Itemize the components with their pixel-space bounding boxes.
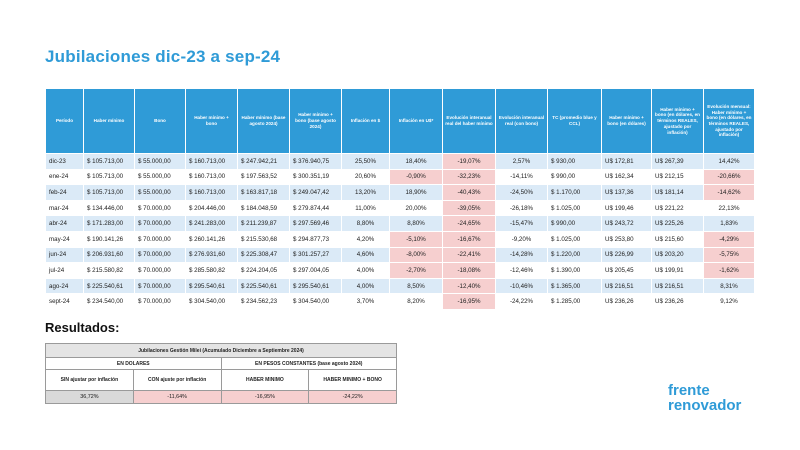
results-value-haber-minimo: -16,95% xyxy=(221,391,309,404)
table-cell: -10,46% xyxy=(496,278,548,294)
table-cell: $ 241.283,00 xyxy=(186,216,238,232)
table-cell: -26,18% xyxy=(496,200,548,216)
table-cell: $ 300.351,19 xyxy=(290,169,342,185)
table-row xyxy=(46,247,755,263)
table-cell: U$ 199,91 xyxy=(652,263,704,279)
table-row xyxy=(46,231,755,247)
table-cell: U$ 216,51 xyxy=(602,278,652,294)
table-cell: 20,00% xyxy=(390,200,443,216)
table-cell: $ 70.000,00 xyxy=(135,231,186,247)
table-cell: -40,43% xyxy=(443,185,496,201)
table-cell: U$ 221,22 xyxy=(652,200,704,216)
table-cell: jul-24 xyxy=(46,263,84,279)
table-cell: $ 163.817,18 xyxy=(238,185,290,201)
results-value-sin-ajuste: 36,72% xyxy=(46,391,134,404)
table-cell: U$ 137,36 xyxy=(602,185,652,201)
table-header-row xyxy=(46,89,755,154)
table-cell: 4,00% xyxy=(342,263,390,279)
column-header: Evolución mensual: Haber mínimo + bono (en dólares, en términos REALES, ajustado por inflación) xyxy=(704,89,755,154)
table-row xyxy=(46,216,755,232)
table-cell: $ 197.563,52 xyxy=(238,169,290,185)
results-group-pesos: EN PESOS CONSTANTES (base agosto 2024) xyxy=(221,358,397,370)
table-cell: $ 295.540,61 xyxy=(290,278,342,294)
table-cell: dic-23 xyxy=(46,154,84,170)
table-cell: $ 215.580,82 xyxy=(84,263,135,279)
table-cell: jun-24 xyxy=(46,247,84,263)
table-cell: $ 376.940,75 xyxy=(290,154,342,170)
table-cell: $ 930,00 xyxy=(548,154,602,170)
table-cell: $ 1.285,00 xyxy=(548,294,602,310)
table-cell: U$ 212,15 xyxy=(652,169,704,185)
table-cell: $ 225.308,47 xyxy=(238,247,290,263)
table-cell: $ 294.877,73 xyxy=(290,231,342,247)
jubilaciones-table xyxy=(45,88,755,310)
table-cell: $ 105.713,00 xyxy=(84,185,135,201)
table-cell: $ 211.239,87 xyxy=(238,216,290,232)
table-cell: 4,20% xyxy=(342,231,390,247)
table-cell: U$ 253,80 xyxy=(602,231,652,247)
table-body xyxy=(46,154,755,310)
table-cell: $ 55.000,00 xyxy=(135,169,186,185)
column-header: Haber mínimo (base agosto 2024) xyxy=(238,89,290,154)
frente-renovador-logo xyxy=(668,383,741,413)
table-cell: $ 301.257,27 xyxy=(290,247,342,263)
column-header: Haber mínimo + bono (en dólares, en términos REALES, ajustado por inflación) xyxy=(652,89,704,154)
table-cell: 11,00% xyxy=(342,200,390,216)
table-cell: $ 70.000,00 xyxy=(135,278,186,294)
table-row xyxy=(46,169,755,185)
table-cell: U$ 225,26 xyxy=(652,216,704,232)
table-cell: 8,80% xyxy=(342,216,390,232)
table-cell: 2,57% xyxy=(496,154,548,170)
table-cell: $ 105.713,00 xyxy=(84,169,135,185)
table-cell: 8,31% xyxy=(704,278,755,294)
table-cell: $ 276.931,60 xyxy=(186,247,238,263)
table-cell: -12,40% xyxy=(443,278,496,294)
table-cell: $ 70.000,00 xyxy=(135,247,186,263)
table-cell: $ 295.540,61 xyxy=(186,278,238,294)
table-cell: $ 70.000,00 xyxy=(135,200,186,216)
table-cell: $ 304.540,00 xyxy=(290,294,342,310)
table-cell: may-24 xyxy=(46,231,84,247)
table-cell: -16,67% xyxy=(443,231,496,247)
table-cell: U$ 267,39 xyxy=(652,154,704,170)
table-cell: -18,08% xyxy=(443,263,496,279)
table-cell: $ 171.283,00 xyxy=(84,216,135,232)
table-cell: $ 190.141,26 xyxy=(84,231,135,247)
table-cell: U$ 216,51 xyxy=(652,278,704,294)
table-cell: feb-24 xyxy=(46,185,84,201)
table-cell: -24,22% xyxy=(496,294,548,310)
table-cell: -22,41% xyxy=(443,247,496,263)
table-cell: $ 285.580,82 xyxy=(186,263,238,279)
table-cell: ago-24 xyxy=(46,278,84,294)
table-cell: $ 1.220,00 xyxy=(548,247,602,263)
table-cell: U$ 236,26 xyxy=(652,294,704,310)
column-header: Haber mínimo xyxy=(84,89,135,154)
table-cell: 8,80% xyxy=(390,216,443,232)
table-cell: -24,50% xyxy=(496,185,548,201)
column-header: Evolución interanual real del haber mínimo xyxy=(443,89,496,154)
table-cell: $ 160.713,00 xyxy=(186,154,238,170)
table-cell: -1,62% xyxy=(704,263,755,279)
column-header: TC (promedio blue y CCL) xyxy=(548,89,602,154)
table-cell: 4,60% xyxy=(342,247,390,263)
table-cell: -5,75% xyxy=(704,247,755,263)
table-cell: 22,13% xyxy=(704,200,755,216)
column-header: Bono xyxy=(135,89,186,154)
results-col-sin-ajuste: SIN ajustar por inflación xyxy=(46,370,134,391)
table-cell: 8,20% xyxy=(390,294,443,310)
results-table-title: Jubilaciones Gestión Milei (Acumulado Diciembre a Septiembre 2024) xyxy=(46,344,397,358)
table-cell: -2,70% xyxy=(390,263,443,279)
table-cell: $ 224.204,05 xyxy=(238,263,290,279)
table-cell: $ 260.141,26 xyxy=(186,231,238,247)
column-header: Haber mínimo + bono (en dólares) xyxy=(602,89,652,154)
results-col-haber-bono: HABER MINIMO + BONO xyxy=(309,370,397,391)
table-cell: 8,50% xyxy=(390,278,443,294)
table-row xyxy=(46,294,755,310)
table-cell: -9,20% xyxy=(496,231,548,247)
table-cell: $ 70.000,00 xyxy=(135,216,186,232)
table-cell: U$ 226,99 xyxy=(602,247,652,263)
results-group-dolares: EN DOLARES xyxy=(46,358,222,370)
table-cell: -14,62% xyxy=(704,185,755,201)
table-cell: U$ 215,60 xyxy=(652,231,704,247)
table-cell: 20,60% xyxy=(342,169,390,185)
table-cell: -32,23% xyxy=(443,169,496,185)
table-cell: mar-24 xyxy=(46,200,84,216)
results-value-haber-bono: -24,22% xyxy=(309,391,397,404)
table-cell: $ 990,00 xyxy=(548,169,602,185)
table-cell: $ 55.000,00 xyxy=(135,185,186,201)
table-cell: -16,95% xyxy=(443,294,496,310)
table-cell: $ 55.000,00 xyxy=(135,154,186,170)
table-cell: $ 70.000,00 xyxy=(135,294,186,310)
table-cell: $ 204.446,00 xyxy=(186,200,238,216)
table-cell: 13,20% xyxy=(342,185,390,201)
table-cell: $ 990,00 xyxy=(548,216,602,232)
results-heading: Resultados: xyxy=(45,320,120,335)
table-row xyxy=(46,263,755,279)
table-cell: U$ 203,20 xyxy=(652,247,704,263)
column-header: Haber mínimo + bono (base agosto 2024) xyxy=(290,89,342,154)
column-header: Período xyxy=(46,89,84,154)
table-cell: $ 247.942,21 xyxy=(238,154,290,170)
table-cell: 14,42% xyxy=(704,154,755,170)
logo-line-2: renovador xyxy=(668,397,742,414)
table-cell: $ 1.365,00 xyxy=(548,278,602,294)
table-cell: -14,11% xyxy=(496,169,548,185)
table-cell: $ 234.540,00 xyxy=(84,294,135,310)
table-row xyxy=(46,200,755,216)
table-cell: -39,05% xyxy=(443,200,496,216)
table-row xyxy=(46,185,755,201)
table-cell: 9,12% xyxy=(704,294,755,310)
table-cell: $ 297.569,46 xyxy=(290,216,342,232)
column-header: Evolución interanual real (con bono) xyxy=(496,89,548,154)
table-cell: U$ 205,45 xyxy=(602,263,652,279)
table-cell: $ 134.446,00 xyxy=(84,200,135,216)
table-cell: -19,07% xyxy=(443,154,496,170)
table-cell: $ 249.047,42 xyxy=(290,185,342,201)
table-cell: U$ 236,26 xyxy=(602,294,652,310)
table-cell: $ 225.540,61 xyxy=(84,278,135,294)
table-cell: -0,90% xyxy=(390,169,443,185)
table-cell: $ 215.530,68 xyxy=(238,231,290,247)
results-table-container xyxy=(45,343,397,404)
column-header: Inflación en U$* xyxy=(390,89,443,154)
table-cell: sept-24 xyxy=(46,294,84,310)
table-cell: U$ 172,81 xyxy=(602,154,652,170)
table-cell: $ 279.874,44 xyxy=(290,200,342,216)
table-cell: $ 1.025,00 xyxy=(548,200,602,216)
page-title: Jubilaciones dic-23 a sep-24 xyxy=(45,47,281,66)
table-cell: -12,46% xyxy=(496,263,548,279)
table-cell: -4,29% xyxy=(704,231,755,247)
table-cell: -24,65% xyxy=(443,216,496,232)
logo-line-1: frente xyxy=(668,382,710,399)
table-row xyxy=(46,154,755,170)
table-cell: $ 297.004,05 xyxy=(290,263,342,279)
table-cell: 3,70% xyxy=(342,294,390,310)
table-cell: -20,66% xyxy=(704,169,755,185)
table-cell: -5,10% xyxy=(390,231,443,247)
table-row xyxy=(46,278,755,294)
table-cell: -15,47% xyxy=(496,216,548,232)
table-cell: U$ 162,34 xyxy=(602,169,652,185)
column-header: Haber mínimo + bono xyxy=(186,89,238,154)
table-cell: 25,50% xyxy=(342,154,390,170)
table-cell: -14,28% xyxy=(496,247,548,263)
results-col-con-ajuste: CON ajuste por inflación xyxy=(133,370,221,391)
table-cell: 18,90% xyxy=(390,185,443,201)
table-cell: 1,83% xyxy=(704,216,755,232)
table-cell: $ 1.170,00 xyxy=(548,185,602,201)
table-cell: $ 234.562,23 xyxy=(238,294,290,310)
table-cell: $ 160.713,00 xyxy=(186,169,238,185)
table-cell: 18,40% xyxy=(390,154,443,170)
table-cell: ene-24 xyxy=(46,169,84,185)
table-cell: $ 184.048,59 xyxy=(238,200,290,216)
table-cell: U$ 199,46 xyxy=(602,200,652,216)
table-cell: $ 1.025,00 xyxy=(548,231,602,247)
table-cell: $ 225.540,61 xyxy=(238,278,290,294)
results-table xyxy=(45,343,397,404)
table-cell: $ 105.713,00 xyxy=(84,154,135,170)
table-cell: U$ 243,72 xyxy=(602,216,652,232)
jubilaciones-table-container xyxy=(45,88,753,310)
results-col-haber-minimo: HABER MINIMO xyxy=(221,370,309,391)
results-value-con-ajuste: -11,64% xyxy=(133,391,221,404)
table-cell: $ 206.931,60 xyxy=(84,247,135,263)
table-cell: -8,00% xyxy=(390,247,443,263)
table-cell: $ 304.540,00 xyxy=(186,294,238,310)
table-cell: $ 70.000,00 xyxy=(135,263,186,279)
table-cell: $ 160.713,00 xyxy=(186,185,238,201)
table-cell: U$ 181,14 xyxy=(652,185,704,201)
table-cell: abr-24 xyxy=(46,216,84,232)
table-cell: $ 1.390,00 xyxy=(548,263,602,279)
column-header: Inflación en $ xyxy=(342,89,390,154)
table-cell: 4,00% xyxy=(342,278,390,294)
